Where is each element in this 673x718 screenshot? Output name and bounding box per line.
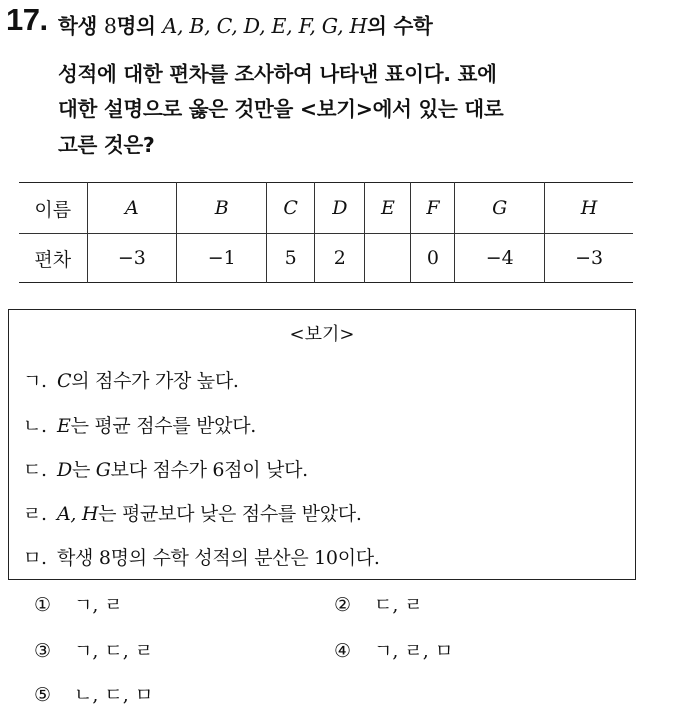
choice-number: ④ [334,640,352,662]
bogi-item-label: ㅁ. [23,547,47,569]
bogi-item-label: ㄱ. [23,370,47,392]
choice-text: ㄱ, ㄹ [74,594,123,616]
deviation-cell-empty [365,234,411,283]
choice-text: ㄱ, ㄷ, ㄹ [74,640,154,662]
choice-4[interactable] [334,636,453,663]
choice-number: ③ [34,640,52,662]
name-cell: B [177,183,267,234]
question-variables: A, B, C, D, E, F, G, H [162,14,368,38]
table-deviation-row [19,234,633,283]
bogi-item-variable: C [57,370,72,392]
table-header-row [19,183,633,234]
bogi-item-giyeok [23,366,239,393]
row-label-cell: 편차 [19,234,87,283]
bogi-item-label: ㄹ. [23,503,47,525]
name-cell: E [365,183,411,234]
name-cell: C [267,183,315,234]
question-line-4: 고른 것은? [58,133,155,157]
bogi-item-label: ㄴ. [23,415,47,437]
choice-number: ② [334,594,352,616]
header-label-cell: 이름 [19,183,87,234]
bogi-item-variable: A, H [57,503,99,525]
bogi-item-mieum [23,543,380,570]
choice-number: ① [34,594,52,616]
question-text-1c: 의 수학 [367,14,433,38]
deviation-cell: −4 [455,234,545,283]
deviation-table [19,182,633,283]
question-text-1b: 명의 [116,14,163,38]
choice-number: ⑤ [34,684,52,706]
bogi-box [8,309,636,580]
deviation-cell: −3 [545,234,633,283]
question-number: 17. [6,2,48,37]
deviation-cell: −3 [87,234,177,283]
bogi-item-text: 보다 점수가 6점이 낮다. [110,459,308,481]
deviation-cell: 2 [315,234,365,283]
name-cell: F [411,183,455,234]
bogi-item-nieun [23,411,256,438]
bogi-item-text-mid: 는 [71,459,96,481]
bogi-item-text: 는 평균 점수를 받았다. [70,415,257,437]
bogi-item-variable: D [57,459,72,481]
deviation-cell: 5 [267,234,315,283]
choice-5[interactable] [34,680,153,707]
choice-text: ㄷ, ㄹ [374,594,423,616]
choice-3[interactable] [34,636,153,663]
bogi-item-variable-2: G [95,459,111,481]
choice-2[interactable] [334,590,423,617]
question-line-2: 성적에 대한 편차를 조사하여 나타낸 표이다. 표에 [58,62,497,86]
choice-1[interactable] [34,590,123,617]
name-cell: A [87,183,177,234]
name-cell: G [455,183,545,234]
name-cell: H [545,183,633,234]
name-cell: D [315,183,365,234]
question-count: 8 [103,14,117,38]
choice-text: ㄴ, ㄷ, ㅁ [74,684,154,706]
bogi-item-text: 학생 8명의 수학 성적의 분산은 10이다. [57,547,380,569]
bogi-item-label: ㄷ. [23,459,47,481]
bogi-item-text: 는 평균보다 낮은 점수를 받았다. [98,503,362,525]
bogi-title: <보기> [289,324,355,345]
question-text-1a: 학생 [58,14,104,38]
bogi-item-variable: E [57,415,71,437]
choice-text: ㄱ, ㄹ, ㅁ [374,640,454,662]
bogi-item-digeut [23,455,308,482]
bogi-item-rieul [23,499,362,526]
deviation-cell: 0 [411,234,455,283]
bogi-item-text: 의 점수가 가장 높다. [71,370,239,392]
question-line-1 [58,9,432,39]
deviation-cell: −1 [177,234,267,283]
question-line-3: 대한 설명으로 옳은 것만을 <보기>에서 있는 대로 [58,97,504,121]
